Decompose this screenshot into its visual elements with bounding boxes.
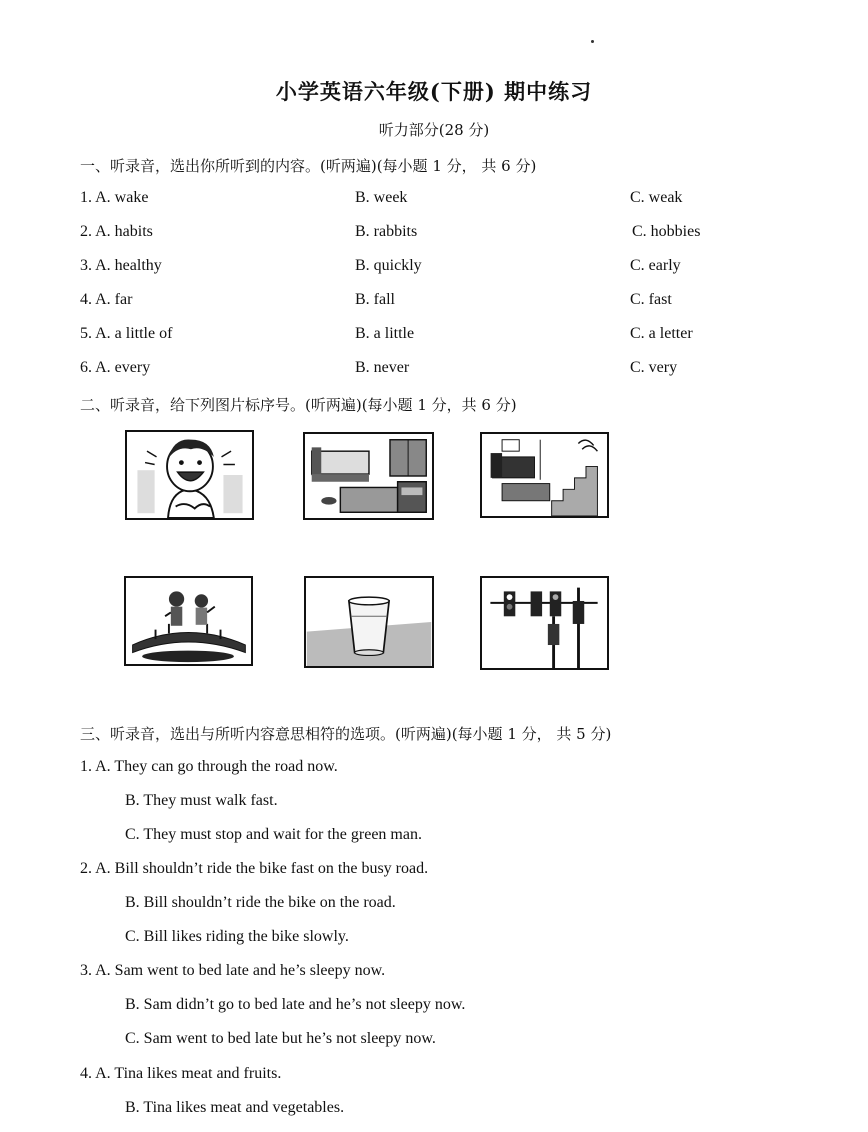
laughing-boy-illustration (127, 432, 252, 518)
picture-living-room (480, 432, 609, 518)
s1-q5-option-c: C. a letter (630, 325, 693, 342)
s3-q2-option-c: C. Bill likes riding the bike slowly. (125, 928, 349, 945)
picture-traffic-lights (480, 576, 609, 670)
s3-q3-option-b: B. Sam didn’t go to bed late and he’s not sleepy now. (125, 996, 466, 1013)
section2-heading: 二、听录音，给下列图片标序号。(听两遍)(每小题 1 分，共 6 分) (80, 396, 517, 414)
s1-q1-option-c: C. weak (630, 189, 683, 206)
glass-illustration (306, 578, 432, 666)
s1-q6-option-c: C. very (630, 359, 678, 376)
s3-q1-option-a: 1. A. They can go through the road now. (80, 758, 338, 775)
page-subtitle: 听力部分(28 分) (378, 121, 490, 139)
picture-laughing-boy (125, 430, 254, 520)
s3-q2-option-a: 2. A. Bill shouldn’t ride the bike fast on the busy road. (80, 860, 429, 877)
s1-q3-option-b: B. quickly (355, 257, 422, 274)
picture-glass (304, 576, 434, 668)
section1-heading: 一、听录音，选出你所听到的内容。(听两遍)(每小题 1 分， 共 6 分) (80, 157, 537, 175)
s3-q2-option-b: B. Bill shouldn’t ride the bike on the road. (125, 894, 396, 911)
s1-q3-option-a: 3. A. healthy (80, 257, 162, 274)
s3-q4-option-a: 4. A. Tina likes meat and fruits. (80, 1065, 282, 1082)
s3-q4-option-b: B. Tina likes meat and vegetables. (125, 1099, 345, 1116)
section3-heading: 三、听录音，选出与所听内容意思相符的选项。(听两遍)(每小题 1 分， 共 5 分) (80, 725, 612, 743)
s1-q4-option-c: C. fast (630, 291, 672, 308)
living-room-illustration (482, 434, 607, 516)
bridge-illustration (126, 578, 251, 664)
s3-q3-option-c: C. Sam went to bed late but he’s not sleepy now. (125, 1030, 436, 1047)
scan-dot (591, 40, 594, 43)
traffic-lights-illustration (482, 578, 607, 668)
s1-q4-option-a: 4. A. far (80, 291, 133, 308)
s1-q6-option-b: B. never (355, 359, 410, 376)
s1-q4-option-b: B. fall (355, 291, 395, 308)
s1-q3-option-c: C. early (630, 257, 681, 274)
s1-q1-option-b: B. week (355, 189, 408, 206)
s1-q5-option-b: B. a little (355, 325, 415, 342)
s3-q1-option-c: C. They must stop and wait for the green man. (125, 826, 422, 843)
s3-q1-option-b: B. They must walk fast. (125, 792, 278, 809)
bedroom-illustration (305, 434, 432, 518)
s1-q2-option-a: 2. A. habits (80, 223, 153, 240)
picture-bridge (124, 576, 253, 666)
s1-q5-option-a: 5. A. a little of (80, 325, 173, 342)
s1-q2-option-c: C. hobbies (632, 223, 701, 240)
s3-q3-option-a: 3. A. Sam went to bed late and he’s sleepy now. (80, 962, 386, 979)
s1-q1-option-a: 1. A. wake (80, 189, 149, 206)
s1-q2-option-b: B. rabbits (355, 223, 418, 240)
s1-q6-option-a: 6. A. every (80, 359, 151, 376)
page-title: 小学英语六年级(下册) 期中练习 (275, 79, 593, 104)
picture-bedroom (303, 432, 434, 520)
